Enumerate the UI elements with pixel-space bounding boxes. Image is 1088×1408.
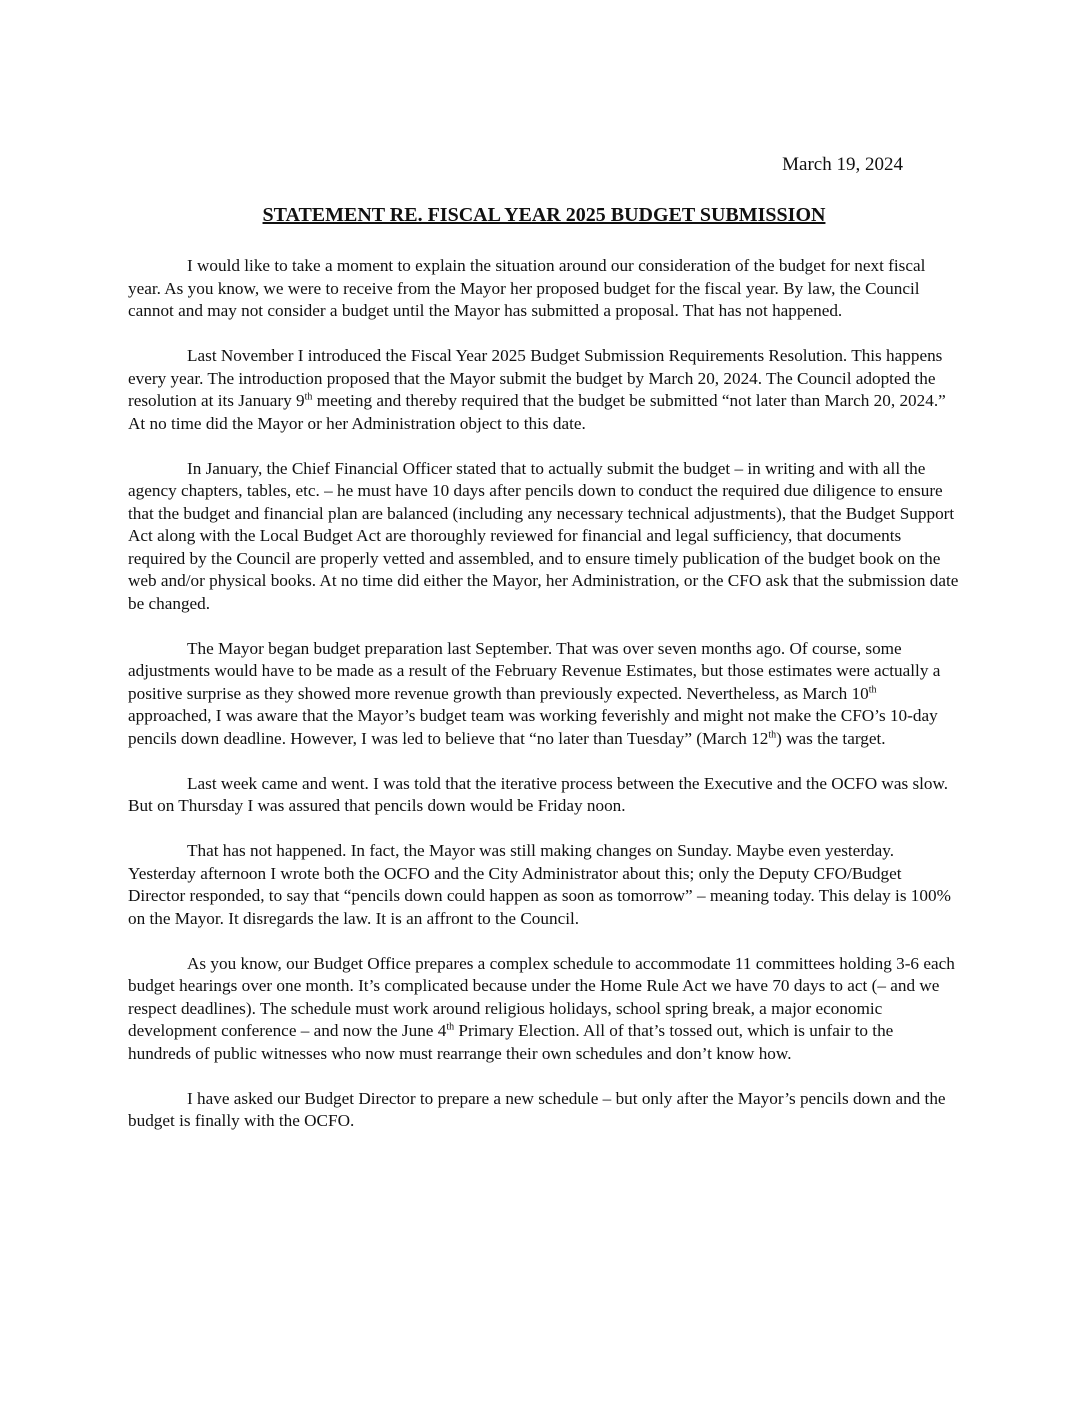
paragraph-3 <box>128 458 960 616</box>
ordinal-superscript: th <box>304 391 313 403</box>
paragraph-text: That has not happened. In fact, the Mayor was still making changes on Sunday. Maybe even yesterday. Yesterday afternoon I wrote both the OCFO and the City Administrator about this; only the Deputy CFO/Budget Director responded, to say that “pencils down could happen as soon as tomorrow” – meaning today. This delay is 100% on the Mayor. It disregards the law. It is an affront to the Council. <box>128 841 951 928</box>
paragraph-text: Primary Election. All of that’s tossed out, which is unfair to the hundreds of public witnesses who now must rearrange their own schedules and don’t know how. <box>128 1021 894 1063</box>
paragraph-text: In January, the Chief Financial Officer stated that to actually submit the budget – in writing and with all the agency chapters, tables, etc. – he must have 10 days after pencils down to conduct the required due diligence to ensure that the budget and financial plan are balanced (including any necessary technical adjustments), that the Budget Support Act along with the Local Budget Act are thoroughly reviewed for financial and legal sufficiency, that documents required by the Council are properly vetted and assembled, and to ensure timely publication of the budget book on the web and/or physical books. At no time did either the Mayor, her Administration, or the CFO ask that the submission date be changed. <box>128 458 959 613</box>
ordinal-superscript: th <box>768 728 777 740</box>
paragraph-text: Last November I introduced the Fiscal Year 2025 Budget Submission Requirements Resolution. This happens every year. The introduction proposed that the Mayor submit the budget by March 20, 2024. The Council adopted the resolution at its January 9 <box>128 346 943 410</box>
paragraph-text: Last week came and went. I was told that the iterative process between the Executive and the OCFO was slow. But on Thursday I was assured that pencils down would be Friday noon. <box>128 773 949 815</box>
paragraph-5 <box>128 773 960 818</box>
paragraph-6 <box>128 840 960 930</box>
paragraph-1 <box>128 255 960 323</box>
paragraph-7 <box>128 953 960 1066</box>
document-title: STATEMENT RE. FISCAL YEAR 2025 BUDGET SUBMISSION <box>262 204 826 226</box>
paragraph-text: meeting and thereby required that the budget be submitted “not later than March 20, 2024.” At no time did the Mayor or her Administration object to this date. <box>128 391 946 433</box>
paragraph-text: ) was the target. <box>776 728 886 748</box>
paragraph-text: approached, I was aware that the Mayor’s budget team was working feverishly and might not make the CFO’s 10-day pencils down deadline. However, I was led to believe that “no later than Tuesday” (March 12 <box>128 706 938 748</box>
paragraph-text: As you know, our Budget Office prepares a complex schedule to accommodate 11 committees holding 3-6 each budget hearings over one month. It’s complicated because under the Home Rule Act we have 70 days to act (– and we respect deadlines). The schedule must work around religious holidays, school spring break, a major economic development conference – and now the June 4 <box>128 953 955 1040</box>
ordinal-superscript: th <box>868 683 877 695</box>
document-date: March 19, 2024 <box>782 154 903 175</box>
paragraph-text: I would like to take a moment to explain the situation around our consideration of the budget for next fiscal year. As you know, we were to receive from the Mayor her proposed budget for the fiscal year. By law, the Council cannot and may not consider a budget until the Mayor has submitted a proposal. That has not happened. <box>128 256 926 320</box>
document-body <box>128 255 960 1155</box>
paragraph-text: I have asked our Budget Director to prepare a new schedule – but only after the Mayor’s pencils down and the budget is finally with the OCFO. <box>128 1088 946 1130</box>
paragraph-8 <box>128 1088 960 1133</box>
paragraph-2 <box>128 345 960 435</box>
paragraph-4 <box>128 638 960 751</box>
paragraph-text: The Mayor began budget preparation last September. That was over seven months ago. Of course, some adjustments would have to be made as a result of the February Revenue Estimates, but those estimates were actually a positive surprise as they showed more revenue growth than previously expected. Nevertheless, as March 10 <box>128 638 941 703</box>
ordinal-superscript: th <box>446 1021 455 1033</box>
